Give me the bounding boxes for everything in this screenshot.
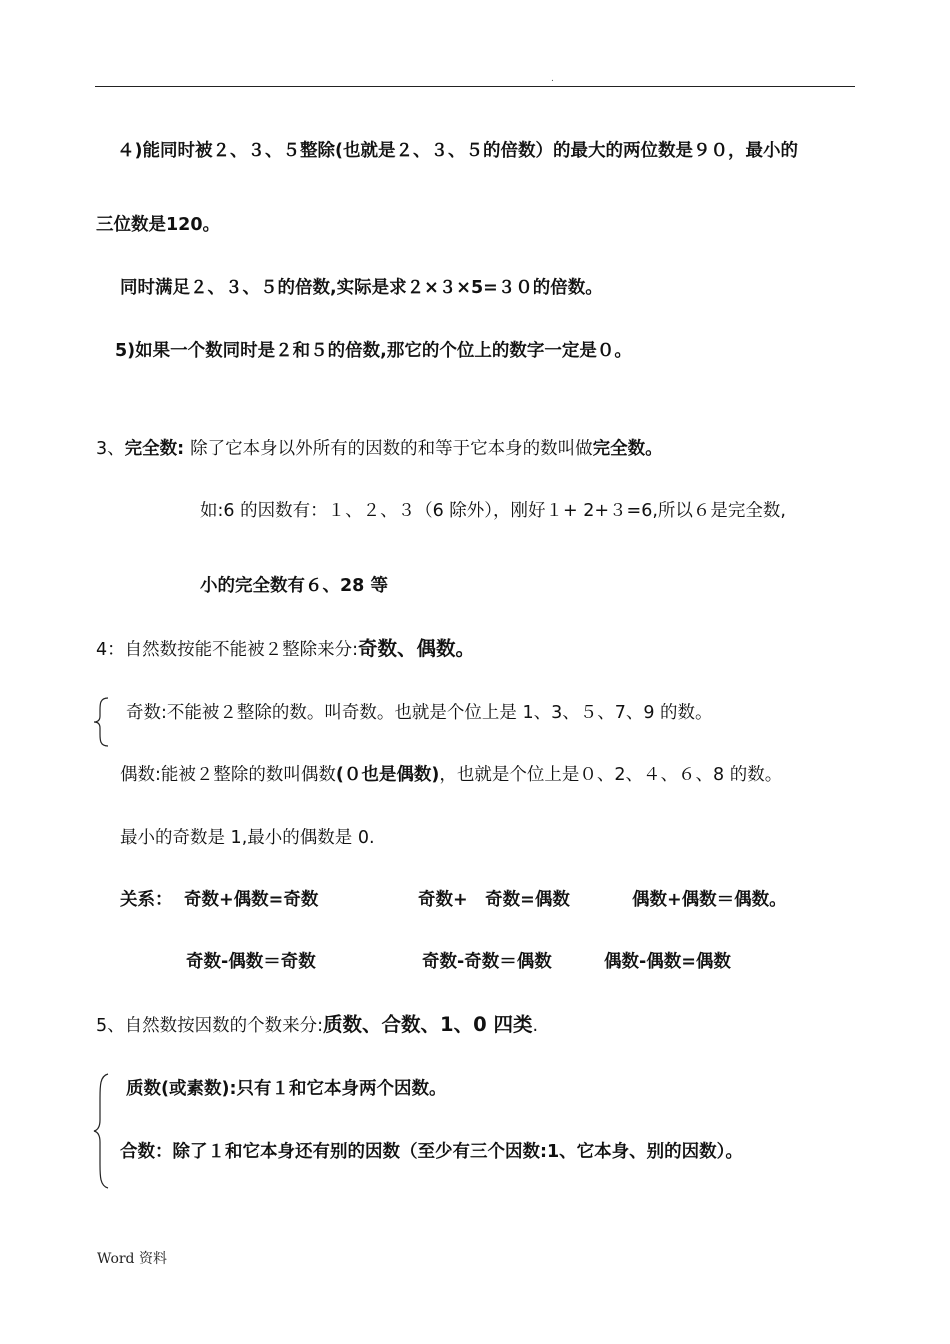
perfect-smallest: 小的完全数有６、28 等 [200, 576, 388, 596]
line-2-and-5: 5)如果一个数同时是２和５的倍数,那它的个位上的数字一定是０。 [115, 341, 632, 361]
prime-term: 质数(或素数) [126, 1079, 230, 1099]
relation-odd-plus-odd: 奇数+ 奇数=偶数 [418, 890, 570, 910]
perfect-example: 如:6 的因数有：１、２、３（6 除外），刚好１+ 2+３=6,所以６是完全数, [200, 501, 786, 521]
relation-odd-minus-even: 奇数-偶数＝奇数 [186, 952, 316, 972]
brace-odd-even [90, 696, 114, 748]
relation-odd-minus-odd: 奇数-奇数＝偶数 [422, 952, 552, 972]
prime-desc: :只有１和它本身两个因数。 [229, 1079, 447, 1099]
section-4-prefix: 4：自然数按能不能被２整除来分: [96, 640, 359, 660]
perfect-definition: 除了它本身以外所有的因数的和等于它本身的数叫做 [190, 439, 593, 459]
even-definition [120, 763, 782, 787]
section-perfect-number [96, 437, 663, 461]
four-categories: 质数、合数、1、0 四类 [323, 1013, 533, 1036]
even-definition-main: 偶数:能被２整除的数叫偶数 [120, 765, 336, 785]
line-min-three-digit: 三位数是120。 [96, 215, 221, 235]
line-common-multiple: 同时满足２、３、５的倍数,实际是求２×３×5=３０的倍数。 [120, 278, 603, 298]
section-3-prefix: 3、 [96, 439, 125, 459]
section-prime-composite [96, 1013, 538, 1038]
header-rule [95, 86, 855, 87]
even-definition-rest: ，也就是个位上是０、2、４、６、8 的数。 [439, 765, 783, 785]
perfect-term-end: 完全数。 [592, 439, 663, 459]
even-zero-note: (０也是偶数) [335, 765, 440, 785]
line-4-multiples: ４)能同时被２、３、５整除(也就是２、３、５的倍数）的最大的两位数是９０，最小的 [117, 141, 798, 161]
perfect-term: 完全数: [124, 439, 185, 459]
relation-odd-plus-even: 奇数+偶数=奇数 [184, 890, 319, 910]
header-mark: . [551, 74, 554, 84]
section-5-dot: . [532, 1016, 539, 1036]
relation-label: 关系： [120, 890, 173, 910]
relation-even-plus-even: 偶数+偶数＝偶数。 [632, 890, 787, 910]
prime-colon-rest [230, 1079, 447, 1099]
odd-definition: 奇数:不能被２整除的数。叫奇数。也就是个位上是 1、3、５、7、9 的数。 [126, 703, 713, 723]
relation-even-minus-even: 偶数-偶数=偶数 [604, 952, 731, 972]
prime-definition [126, 1077, 447, 1101]
composite-definition: 合数：除了１和它本身还有别的因数（至少有三个因数:1、它本身、别的因数）。 [120, 1142, 743, 1162]
section-5-prefix: 5、自然数按因数的个数来分: [96, 1016, 324, 1036]
min-odd-even: 最小的奇数是 1,最小的偶数是 0. [120, 828, 375, 848]
brace-prime-composite [90, 1072, 114, 1190]
section-odd-even [96, 637, 475, 662]
odd-even-terms: 奇数、偶数。 [358, 637, 476, 660]
footer-label: Word 资料 [97, 1251, 167, 1267]
